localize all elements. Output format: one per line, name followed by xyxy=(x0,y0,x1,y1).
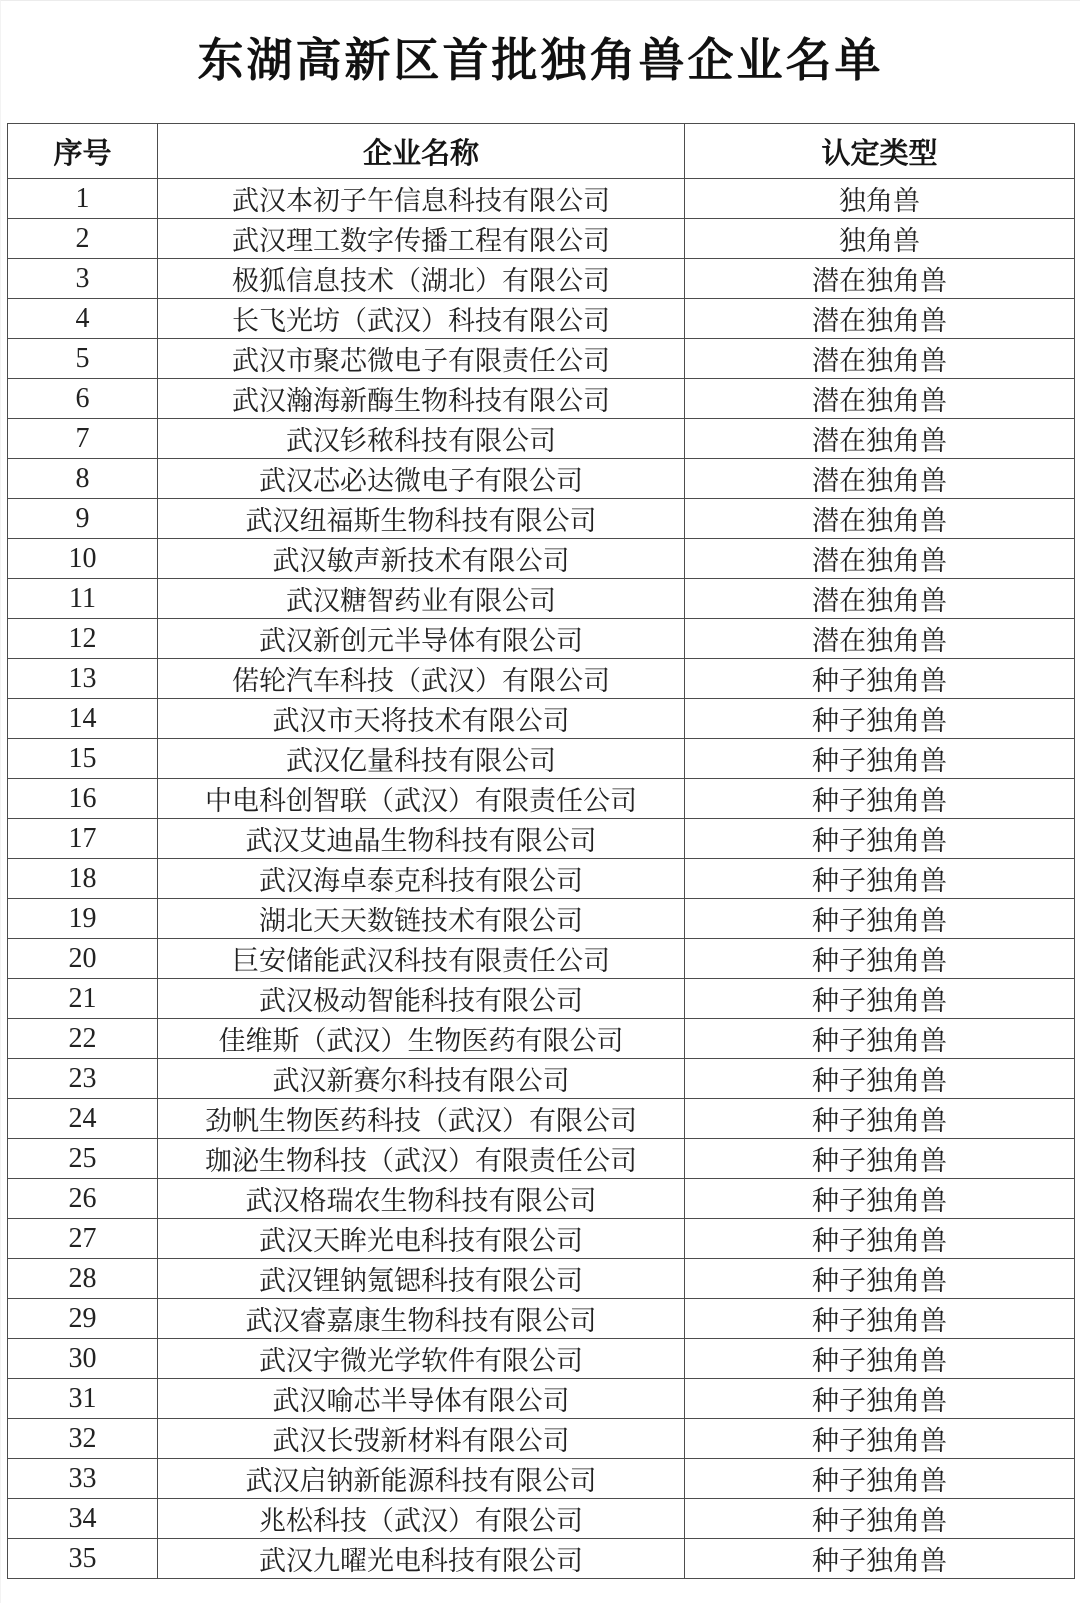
cell-serial-number: 25 xyxy=(8,1139,158,1179)
cell-recognition-type: 种子独角兽 xyxy=(685,659,1075,699)
cell-company-name: 武汉敏声新技术有限公司 xyxy=(158,539,685,579)
cell-company-name: 武汉睿嘉康生物科技有限公司 xyxy=(158,1299,685,1339)
cell-serial-number: 23 xyxy=(8,1059,158,1099)
cell-company-name: 武汉理工数字传播工程有限公司 xyxy=(158,219,685,259)
cell-recognition-type: 种子独角兽 xyxy=(685,939,1075,979)
cell-recognition-type: 种子独角兽 xyxy=(685,1339,1075,1379)
table-row xyxy=(8,1339,1075,1379)
table-row xyxy=(8,739,1075,779)
cell-recognition-type: 种子独角兽 xyxy=(685,1099,1075,1139)
table-body xyxy=(8,179,1075,1579)
cell-serial-number: 15 xyxy=(8,739,158,779)
cell-serial-number: 21 xyxy=(8,979,158,1019)
cell-company-name: 武汉芯必达微电子有限公司 xyxy=(158,459,685,499)
cell-recognition-type: 潜在独角兽 xyxy=(685,299,1075,339)
table-row xyxy=(8,1419,1075,1459)
table-row xyxy=(8,1179,1075,1219)
table-row xyxy=(8,499,1075,539)
cell-serial-number: 5 xyxy=(8,339,158,379)
cell-serial-number: 28 xyxy=(8,1259,158,1299)
cell-company-name: 偌轮汽车科技（武汉）有限公司 xyxy=(158,659,685,699)
cell-recognition-type: 种子独角兽 xyxy=(685,819,1075,859)
cell-recognition-type: 潜在独角兽 xyxy=(685,259,1075,299)
table-row xyxy=(8,659,1075,699)
table-row xyxy=(8,939,1075,979)
cell-company-name: 武汉艾迪晶生物科技有限公司 xyxy=(158,819,685,859)
column-header-serial-number: 序号 xyxy=(8,124,158,179)
header-row xyxy=(8,124,1075,179)
table-row xyxy=(8,339,1075,379)
cell-recognition-type: 潜在独角兽 xyxy=(685,419,1075,459)
table-row xyxy=(8,779,1075,819)
cell-company-name: 武汉亿量科技有限公司 xyxy=(158,739,685,779)
cell-company-name: 武汉纽福斯生物科技有限公司 xyxy=(158,499,685,539)
cell-company-name: 武汉九曜光电科技有限公司 xyxy=(158,1539,685,1579)
cell-serial-number: 3 xyxy=(8,259,158,299)
table-row xyxy=(8,859,1075,899)
table-row xyxy=(8,1259,1075,1299)
cell-recognition-type: 潜在独角兽 xyxy=(685,379,1075,419)
cell-serial-number: 1 xyxy=(8,179,158,219)
cell-recognition-type: 种子独角兽 xyxy=(685,979,1075,1019)
cell-recognition-type: 潜在独角兽 xyxy=(685,339,1075,379)
table-row xyxy=(8,1379,1075,1419)
cell-company-name: 兆松科技（武汉）有限公司 xyxy=(158,1499,685,1539)
table-row xyxy=(8,539,1075,579)
unicorn-company-table xyxy=(7,123,1075,1579)
cell-serial-number: 31 xyxy=(8,1379,158,1419)
cell-serial-number: 11 xyxy=(8,579,158,619)
cell-recognition-type: 种子独角兽 xyxy=(685,1379,1075,1419)
cell-serial-number: 12 xyxy=(8,619,158,659)
cell-company-name: 武汉市聚芯微电子有限责任公司 xyxy=(158,339,685,379)
cell-company-name: 中电科创智联（武汉）有限责任公司 xyxy=(158,779,685,819)
cell-serial-number: 18 xyxy=(8,859,158,899)
cell-serial-number: 14 xyxy=(8,699,158,739)
cell-company-name: 武汉喻芯半导体有限公司 xyxy=(158,1379,685,1419)
cell-recognition-type: 独角兽 xyxy=(685,219,1075,259)
cell-company-name: 武汉本初子午信息科技有限公司 xyxy=(158,179,685,219)
cell-company-name: 武汉格瑞农生物科技有限公司 xyxy=(158,1179,685,1219)
cell-serial-number: 9 xyxy=(8,499,158,539)
cell-recognition-type: 种子独角兽 xyxy=(685,739,1075,779)
table-row xyxy=(8,259,1075,299)
cell-serial-number: 29 xyxy=(8,1299,158,1339)
cell-recognition-type: 种子独角兽 xyxy=(685,1259,1075,1299)
cell-serial-number: 10 xyxy=(8,539,158,579)
table-row xyxy=(8,1539,1075,1579)
table-row xyxy=(8,299,1075,339)
cell-recognition-type: 种子独角兽 xyxy=(685,1299,1075,1339)
table-header xyxy=(8,124,1075,179)
cell-company-name: 武汉宇微光学软件有限公司 xyxy=(158,1339,685,1379)
table-row xyxy=(8,419,1075,459)
cell-company-name: 武汉长弢新材料有限公司 xyxy=(158,1419,685,1459)
cell-company-name: 长飞光坊（武汉）科技有限公司 xyxy=(158,299,685,339)
cell-serial-number: 17 xyxy=(8,819,158,859)
cell-company-name: 武汉海卓泰克科技有限公司 xyxy=(158,859,685,899)
cell-company-name: 巨安储能武汉科技有限责任公司 xyxy=(158,939,685,979)
cell-company-name: 劲帆生物医药科技（武汉）有限公司 xyxy=(158,1099,685,1139)
cell-recognition-type: 种子独角兽 xyxy=(685,1459,1075,1499)
cell-recognition-type: 种子独角兽 xyxy=(685,699,1075,739)
table-row xyxy=(8,979,1075,1019)
page-title: 东湖高新区首批独角兽企业名单 xyxy=(197,35,884,86)
cell-recognition-type: 种子独角兽 xyxy=(685,1539,1075,1579)
cell-serial-number: 13 xyxy=(8,659,158,699)
cell-company-name: 佳维斯（武汉）生物医药有限公司 xyxy=(158,1019,685,1059)
cell-company-name: 武汉瀚海新酶生物科技有限公司 xyxy=(158,379,685,419)
table-row xyxy=(8,1059,1075,1099)
table-row xyxy=(8,1139,1075,1179)
cell-recognition-type: 种子独角兽 xyxy=(685,1499,1075,1539)
cell-recognition-type: 种子独角兽 xyxy=(685,859,1075,899)
cell-recognition-type: 潜在独角兽 xyxy=(685,459,1075,499)
table-row xyxy=(8,699,1075,739)
cell-company-name: 武汉启钠新能源科技有限公司 xyxy=(158,1459,685,1499)
cell-company-name: 武汉锂钠氪锶科技有限公司 xyxy=(158,1259,685,1299)
cell-recognition-type: 种子独角兽 xyxy=(685,1419,1075,1459)
cell-company-name: 武汉新赛尔科技有限公司 xyxy=(158,1059,685,1099)
cell-serial-number: 35 xyxy=(8,1539,158,1579)
column-header-recognition-type: 认定类型 xyxy=(685,124,1075,179)
cell-recognition-type: 种子独角兽 xyxy=(685,1139,1075,1179)
table-row xyxy=(8,1019,1075,1059)
table-row xyxy=(8,1499,1075,1539)
cell-recognition-type: 种子独角兽 xyxy=(685,1059,1075,1099)
cell-recognition-type: 独角兽 xyxy=(685,179,1075,219)
cell-serial-number: 19 xyxy=(8,899,158,939)
table-row xyxy=(8,1219,1075,1259)
cell-serial-number: 27 xyxy=(8,1219,158,1259)
cell-recognition-type: 潜在独角兽 xyxy=(685,539,1075,579)
table-row xyxy=(8,1299,1075,1339)
cell-company-name: 武汉糖智药业有限公司 xyxy=(158,579,685,619)
cell-serial-number: 4 xyxy=(8,299,158,339)
cell-serial-number: 6 xyxy=(8,379,158,419)
cell-company-name: 湖北天天数链技术有限公司 xyxy=(158,899,685,939)
table-row xyxy=(8,579,1075,619)
cell-company-name: 珈泌生物科技（武汉）有限责任公司 xyxy=(158,1139,685,1179)
cell-company-name: 武汉市天将技术有限公司 xyxy=(158,699,685,739)
cell-recognition-type: 种子独角兽 xyxy=(685,779,1075,819)
cell-recognition-type: 种子独角兽 xyxy=(685,899,1075,939)
column-header-company-name: 企业名称 xyxy=(158,124,685,179)
cell-serial-number: 34 xyxy=(8,1499,158,1539)
table-row xyxy=(8,1099,1075,1139)
table-row xyxy=(8,1459,1075,1499)
cell-serial-number: 22 xyxy=(8,1019,158,1059)
cell-serial-number: 30 xyxy=(8,1339,158,1379)
cell-serial-number: 20 xyxy=(8,939,158,979)
cell-company-name: 极狐信息技术（湖北）有限公司 xyxy=(158,259,685,299)
cell-recognition-type: 种子独角兽 xyxy=(685,1219,1075,1259)
table-row xyxy=(8,179,1075,219)
cell-recognition-type: 潜在独角兽 xyxy=(685,579,1075,619)
table-row xyxy=(8,459,1075,499)
cell-company-name: 武汉极动智能科技有限公司 xyxy=(158,979,685,1019)
table-row xyxy=(8,619,1075,659)
cell-serial-number: 7 xyxy=(8,419,158,459)
cell-serial-number: 2 xyxy=(8,219,158,259)
cell-serial-number: 8 xyxy=(8,459,158,499)
cell-company-name: 武汉天眸光电科技有限公司 xyxy=(158,1219,685,1259)
table-row xyxy=(8,219,1075,259)
table-row xyxy=(8,819,1075,859)
cell-serial-number: 26 xyxy=(8,1179,158,1219)
cell-recognition-type: 潜在独角兽 xyxy=(685,619,1075,659)
cell-serial-number: 24 xyxy=(8,1099,158,1139)
table-row xyxy=(8,379,1075,419)
cell-recognition-type: 潜在独角兽 xyxy=(685,499,1075,539)
table-row xyxy=(8,899,1075,939)
cell-recognition-type: 种子独角兽 xyxy=(685,1019,1075,1059)
cell-company-name: 武汉钐秾科技有限公司 xyxy=(158,419,685,459)
cell-company-name: 武汉新创元半导体有限公司 xyxy=(158,619,685,659)
cell-serial-number: 33 xyxy=(8,1459,158,1499)
cell-recognition-type: 种子独角兽 xyxy=(685,1179,1075,1219)
cell-serial-number: 32 xyxy=(8,1419,158,1459)
cell-serial-number: 16 xyxy=(8,779,158,819)
